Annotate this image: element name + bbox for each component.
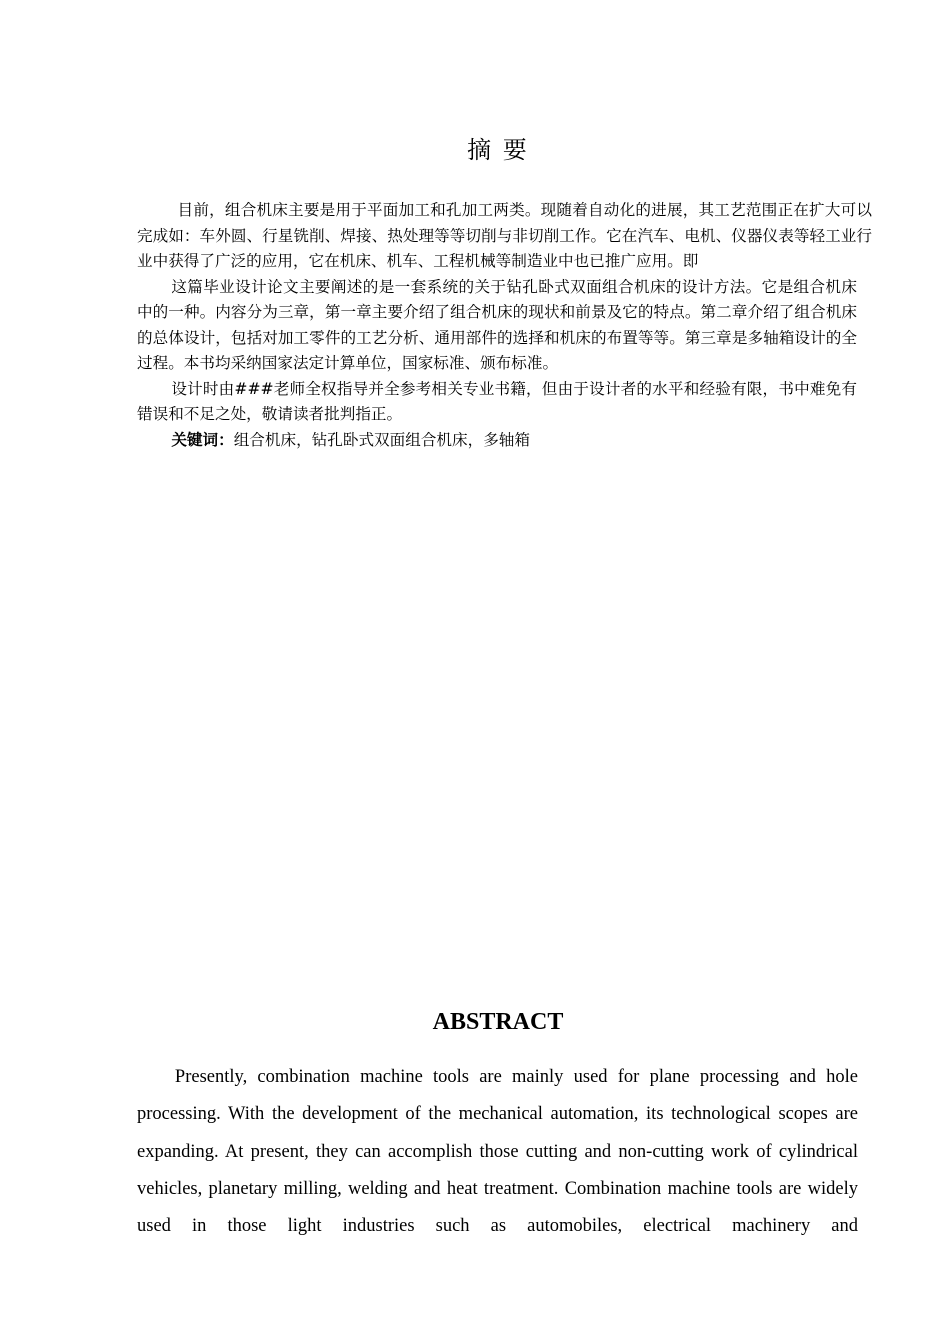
english-abstract-paragraph: Presently, combination machine tools are mainly used for plane processing and hole processing. With the development of the mechanical automation, its technological scopes are expanding. At present, they can accomplish those cutting and non-cutting work of cylindrical vehicles, planetary milling, welding and heat treatment. Combination machine tools are widely used in those light industries such as automobiles, electrical machinery and (137, 1067, 858, 1237)
keywords-text: 组合机床，钻孔卧式双面组合机床，多轴箱 (233, 430, 530, 449)
chinese-abstract-paragraph-3: 设计时由###老师全权指导并全参考相关专业书籍，但由于设计者的水平和经验有限，书中难免有错误和不足之处，敬请读者批判指正。 (137, 379, 857, 423)
keywords-label: 关键词： (171, 430, 234, 449)
english-abstract-title: ABSTRACT (432, 1009, 564, 1035)
chinese-abstract-paragraph-2: 这篇毕业设计论文主要阐述的是一套系统的关于钻孔卧式双面组合机床的设计方法。它是组合机床中的一种。内容分为三章，第一章主要介绍了组合机床的现状和前景及它的特点。第二章介绍了组合机床的总体设计，包括对加工零件的工艺分析、通用部件的选择和机床的布置等等。第三章是多轴箱设计的全过程。本书均采纳国家法定计算单位，国家标准、颁布标准。 (137, 277, 857, 372)
english-abstract-body (137, 1059, 858, 1245)
keywords-line (137, 428, 857, 454)
chinese-abstract-paragraph-1: 目前，组合机床主要是用于平面加工和孔加工两类。现随着自动化的进展，其工艺范围正在扩大可以完成如：车外圆、行星铣削、焊接、热处理等等切削与非切削工作。它在汽车、电机、仪器仪表等轻工业行业中获得了广泛的应用，它在机床、机车、工程机械等制造业中也已推广应用。即 (137, 201, 872, 270)
chinese-abstract-title: 摘 要 (467, 136, 529, 164)
chinese-abstract-body (137, 198, 872, 453)
